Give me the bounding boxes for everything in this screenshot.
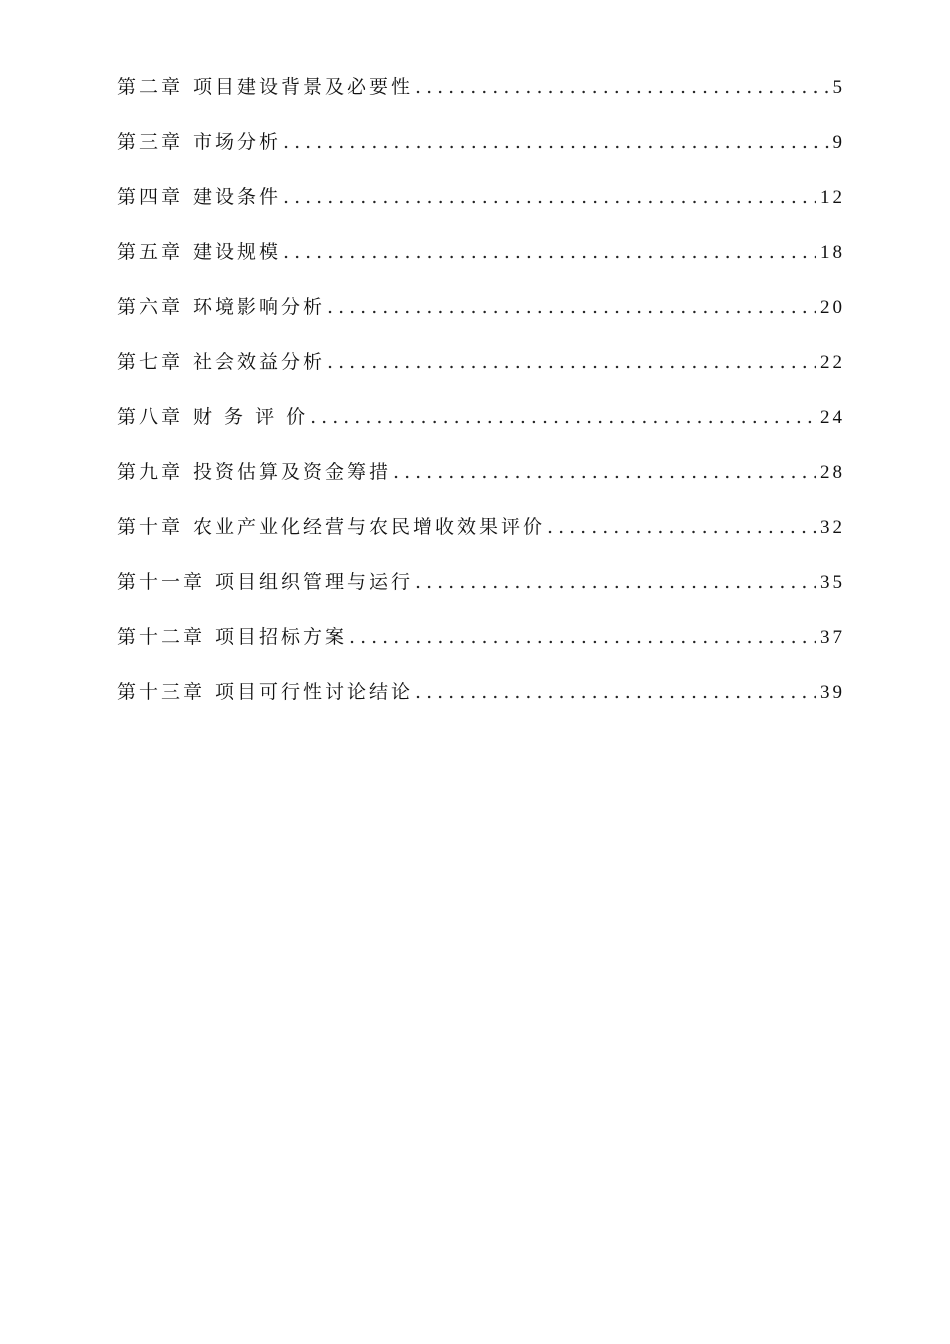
- chapter-number: 第七章: [117, 351, 184, 373]
- toc-entry[interactable]: [117, 453, 845, 508]
- toc-entry[interactable]: [117, 563, 845, 618]
- toc-entry[interactable]: [117, 233, 845, 288]
- chapter-number: 第十二章: [117, 626, 206, 648]
- chapter-number: 第六章: [117, 296, 184, 318]
- page-number: 35: [820, 572, 845, 593]
- chapter-number: 第二章: [117, 76, 184, 98]
- toc-entry[interactable]: [117, 178, 845, 233]
- chapter-number: 第四章: [117, 186, 184, 208]
- dot-leader: [415, 68, 828, 106]
- dot-leader: [310, 398, 816, 436]
- chapter-number: 第十三章: [117, 681, 206, 703]
- toc-entry[interactable]: [117, 673, 845, 728]
- toc-entry[interactable]: [117, 68, 845, 123]
- dot-leader: [547, 508, 816, 546]
- chapter-title: 环境影响分析: [193, 296, 326, 318]
- page-number: 28: [820, 462, 845, 483]
- page-number: 5: [832, 77, 845, 98]
- chapter-title: 投资估算及资金筹措: [193, 461, 392, 483]
- page-number: 12: [820, 187, 845, 208]
- toc-entry[interactable]: [117, 618, 845, 673]
- chapter-title: 财 务 评 价: [193, 406, 309, 428]
- chapter-title: 建设规模: [193, 241, 282, 263]
- chapter-title: 社会效益分析: [193, 351, 326, 373]
- chapter-title: 市场分析: [193, 131, 282, 153]
- page-number: 20: [820, 297, 845, 318]
- page-number: 18: [820, 242, 845, 263]
- toc-entry[interactable]: [117, 398, 845, 453]
- dot-leader: [283, 178, 816, 216]
- chapter-number: 第十章: [117, 516, 184, 538]
- toc-entry[interactable]: [117, 288, 845, 343]
- dot-leader: [327, 288, 816, 326]
- toc-entry[interactable]: [117, 123, 845, 178]
- page-number: 24: [820, 407, 845, 428]
- page-number: 22: [820, 352, 845, 373]
- chapter-number: 第十一章: [117, 571, 206, 593]
- dot-leader: [415, 673, 816, 711]
- dot-leader: [283, 233, 816, 271]
- dot-leader: [283, 123, 828, 161]
- dot-leader: [327, 343, 816, 381]
- table-of-contents: [117, 68, 845, 728]
- toc-entry[interactable]: [117, 343, 845, 398]
- page-number: 9: [832, 132, 845, 153]
- toc-entry[interactable]: [117, 508, 845, 563]
- dot-leader: [393, 453, 816, 491]
- chapter-title: 项目招标方案: [215, 626, 348, 648]
- page-number: 39: [820, 682, 845, 703]
- chapter-title: 项目可行性讨论结论: [215, 681, 414, 703]
- page-number: 32: [820, 517, 845, 538]
- chapter-number: 第五章: [117, 241, 184, 263]
- dot-leader: [349, 618, 816, 656]
- dot-leader: [415, 563, 816, 601]
- chapter-title: 项目建设背景及必要性: [193, 76, 414, 98]
- chapter-number: 第三章: [117, 131, 184, 153]
- chapter-title: 项目组织管理与运行: [215, 571, 414, 593]
- chapter-title: 建设条件: [193, 186, 282, 208]
- chapter-number: 第八章: [117, 406, 184, 428]
- chapter-number: 第九章: [117, 461, 184, 483]
- page-number: 37: [820, 627, 845, 648]
- chapter-title: 农业产业化经营与农民增收效果评价: [193, 516, 546, 538]
